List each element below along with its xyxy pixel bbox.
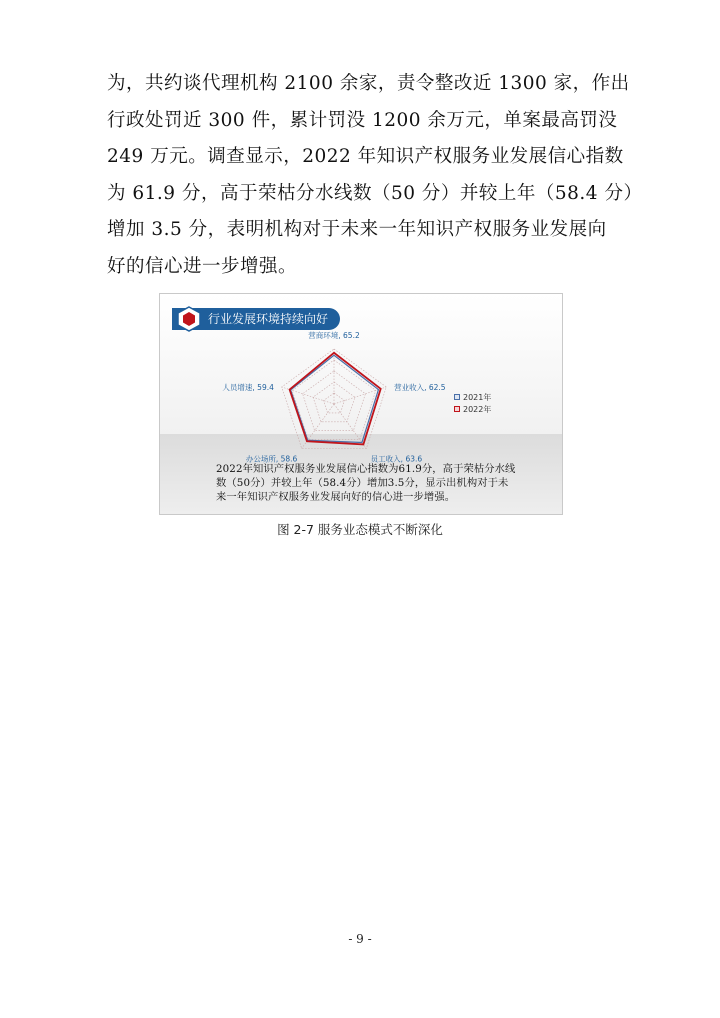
radar-chart: [160, 294, 562, 464]
caption-line: 2022年知识产权服务业发展信心指数为61.9分，高于荣枯分水线: [216, 463, 516, 475]
paragraph-line: 好的信心进一步增强。: [107, 255, 298, 277]
radar-axis-label: 办公场所, 58.6: [245, 454, 298, 464]
figure-label: 图 2-7 服务业态模式不断深化: [277, 522, 443, 537]
figure-panel: [159, 293, 563, 515]
figure-caption-text: [216, 462, 516, 504]
caption-line: 数（50分）并较上年（58.4分）增加3.5分，显示出机构对于未: [216, 477, 509, 489]
paragraph-line: 增加 3.5 分，表明机构对于未来一年知识产权服务业发展向: [107, 219, 607, 240]
caption-line: 来一年知识产权服务业发展向好的信心进一步增强。: [216, 491, 456, 503]
banner-title: 行业发展环境持续向好: [208, 312, 329, 326]
legend-item-2021: [454, 391, 491, 403]
paragraph-line: 为，共约谈代理机构 2100 余家，责令整改近 1300 家，作出: [107, 73, 630, 94]
radar-series-2022: [290, 353, 381, 445]
legend-label-2021: 2021年: [463, 392, 492, 402]
chart-legend: [454, 391, 491, 415]
legend-label-2022: 2022年: [463, 404, 492, 414]
radar-axis-label: 营商环境, 65.2: [308, 331, 360, 340]
paragraph-line: 行政处罚近 300 件，累计罚没 1200 余万元，单案最高罚没: [107, 109, 618, 131]
paragraph-line: 为 61.9 分，高于荣枯分水线数（50 分）并较上年（58.4 分）: [107, 182, 643, 204]
radar-axis-label: 营业收入, 62.5: [394, 382, 446, 392]
legend-swatch-2022: [454, 406, 460, 412]
body-paragraph: [107, 66, 643, 285]
page-number: - 9 -: [348, 932, 372, 946]
paragraph-line: 249 万元。调查显示，2022 年知识产权服务业发展信心指数: [107, 146, 624, 167]
radar-axis-label: 人员增速, 59.4: [222, 382, 274, 392]
radar-axis-label: 员工收入, 63.6: [370, 454, 423, 464]
legend-item-2022: [454, 403, 491, 415]
legend-swatch-2021: [454, 394, 460, 400]
